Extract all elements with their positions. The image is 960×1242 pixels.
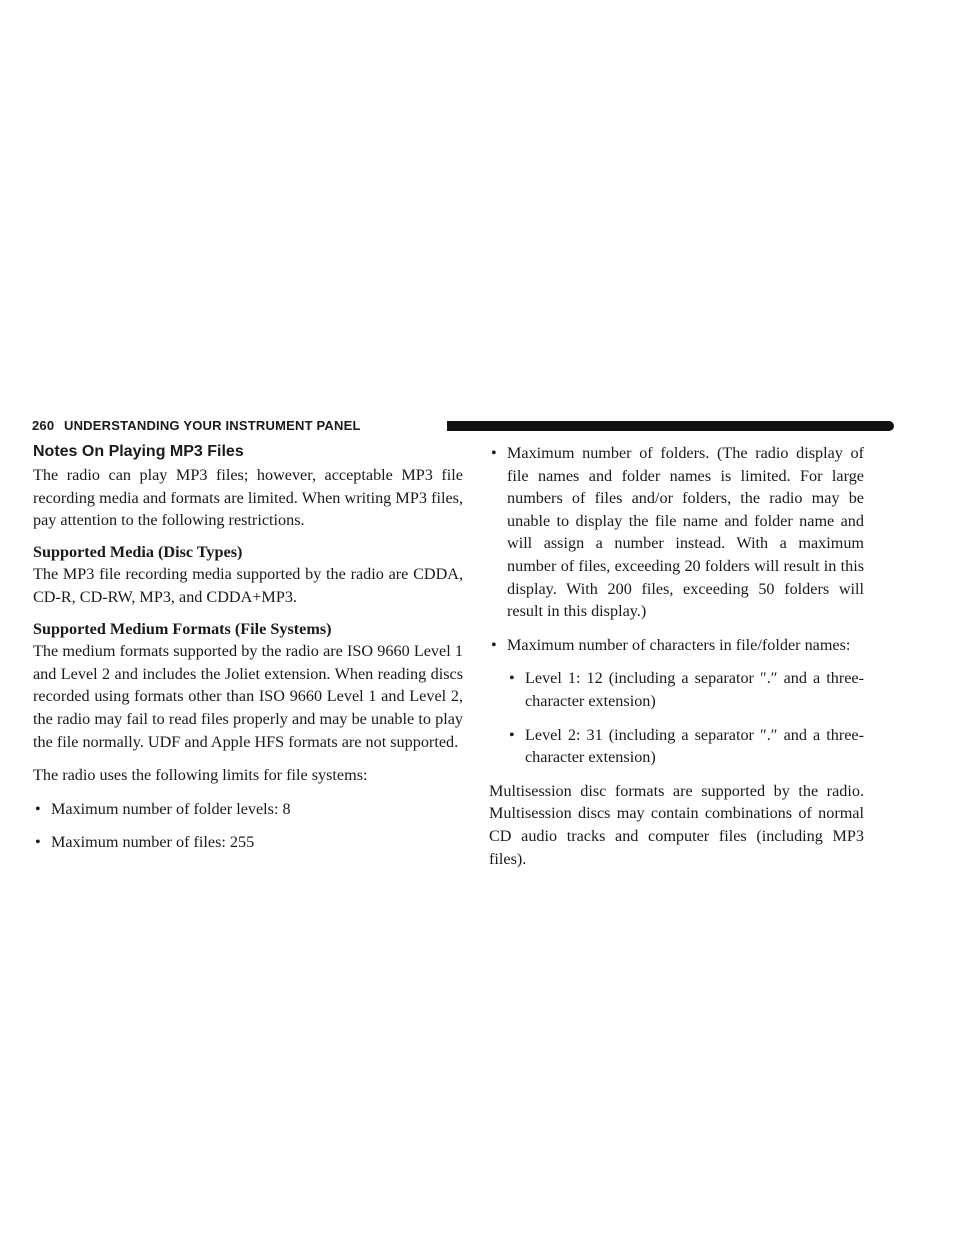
bullet-icon: • xyxy=(35,799,41,818)
list-item xyxy=(507,724,864,769)
bullet-icon: • xyxy=(509,669,515,688)
bullet-icon: • xyxy=(35,833,41,852)
page-header xyxy=(32,418,862,434)
header-rule xyxy=(447,421,894,431)
left-column xyxy=(33,442,463,865)
list-item-text: Level 1: 12 (including a separator ″.″ and a three-character extension) xyxy=(525,669,864,710)
bullet-icon: • xyxy=(509,725,515,744)
supported-media-paragraph: The MP3 file recording media supported by the radio are CDDA, CD-R, CD-RW, MP3, and CDDA+MP3. xyxy=(33,565,463,606)
list-item xyxy=(33,831,463,854)
list-item-text: Maximum number of files: 255 xyxy=(51,833,255,852)
right-column xyxy=(489,442,864,881)
list-item-text: Maximum number of folder levels: 8 xyxy=(51,799,291,818)
list-item xyxy=(507,667,864,712)
supported-formats-paragraph: The medium formats supported by the radio are ISO 9660 Level 1 and Level 2 and includes the Joliet extension. When reading discs recorded using formats other than ISO 9660 Level 1 and Level 2, the radio may fail to read files properly and may be unable to play the file normally. UDF and Apple HFS formats are not supported. xyxy=(33,642,463,751)
limits-list xyxy=(33,798,463,854)
supported-formats-heading: Supported Medium Formats (File Systems) xyxy=(33,619,332,638)
multisession-paragraph: Multisession disc formats are supported by the radio. Multisession discs may contain combinations of normal CD audio tracks and computer files (including MP3 files). xyxy=(489,781,864,868)
list-item-text: Maximum number of characters in file/folder names: xyxy=(507,635,851,654)
supported-media-heading: Supported Media (Disc Types) xyxy=(33,542,243,561)
list-item-text: Maximum number of folders. (The radio display of file names and folder names is limited. For large numbers of files and/or folders, the radio may be unable to display the file name and folder name and will assign a number instead. With a maximum number of files, exceeding 20 folders will result in this display. With 200 files, exceeding 50 folders will result in this display.) xyxy=(507,444,864,621)
intro-paragraph: The radio can play MP3 files; however, acceptable MP3 file recording media and formats are limited. When writing MP3 files, pay attention to the following restrictions. xyxy=(33,466,463,530)
list-item-text: Level 2: 31 (including a separator ″.″ and a three-character extension) xyxy=(525,725,864,767)
bullet-icon: • xyxy=(491,635,497,654)
list-item xyxy=(33,798,463,821)
limits-list-continued xyxy=(489,442,864,656)
bullet-icon: • xyxy=(491,444,497,462)
list-item xyxy=(489,634,864,657)
section-heading: Notes On Playing MP3 Files xyxy=(33,443,244,460)
limits-intro: The radio uses the following limits for file systems: xyxy=(33,766,368,785)
section-title: UNDERSTANDING YOUR INSTRUMENT PANEL xyxy=(64,418,361,433)
page-number: 260 xyxy=(32,418,55,433)
character-limits-sublist xyxy=(507,667,864,768)
list-item xyxy=(489,442,864,623)
